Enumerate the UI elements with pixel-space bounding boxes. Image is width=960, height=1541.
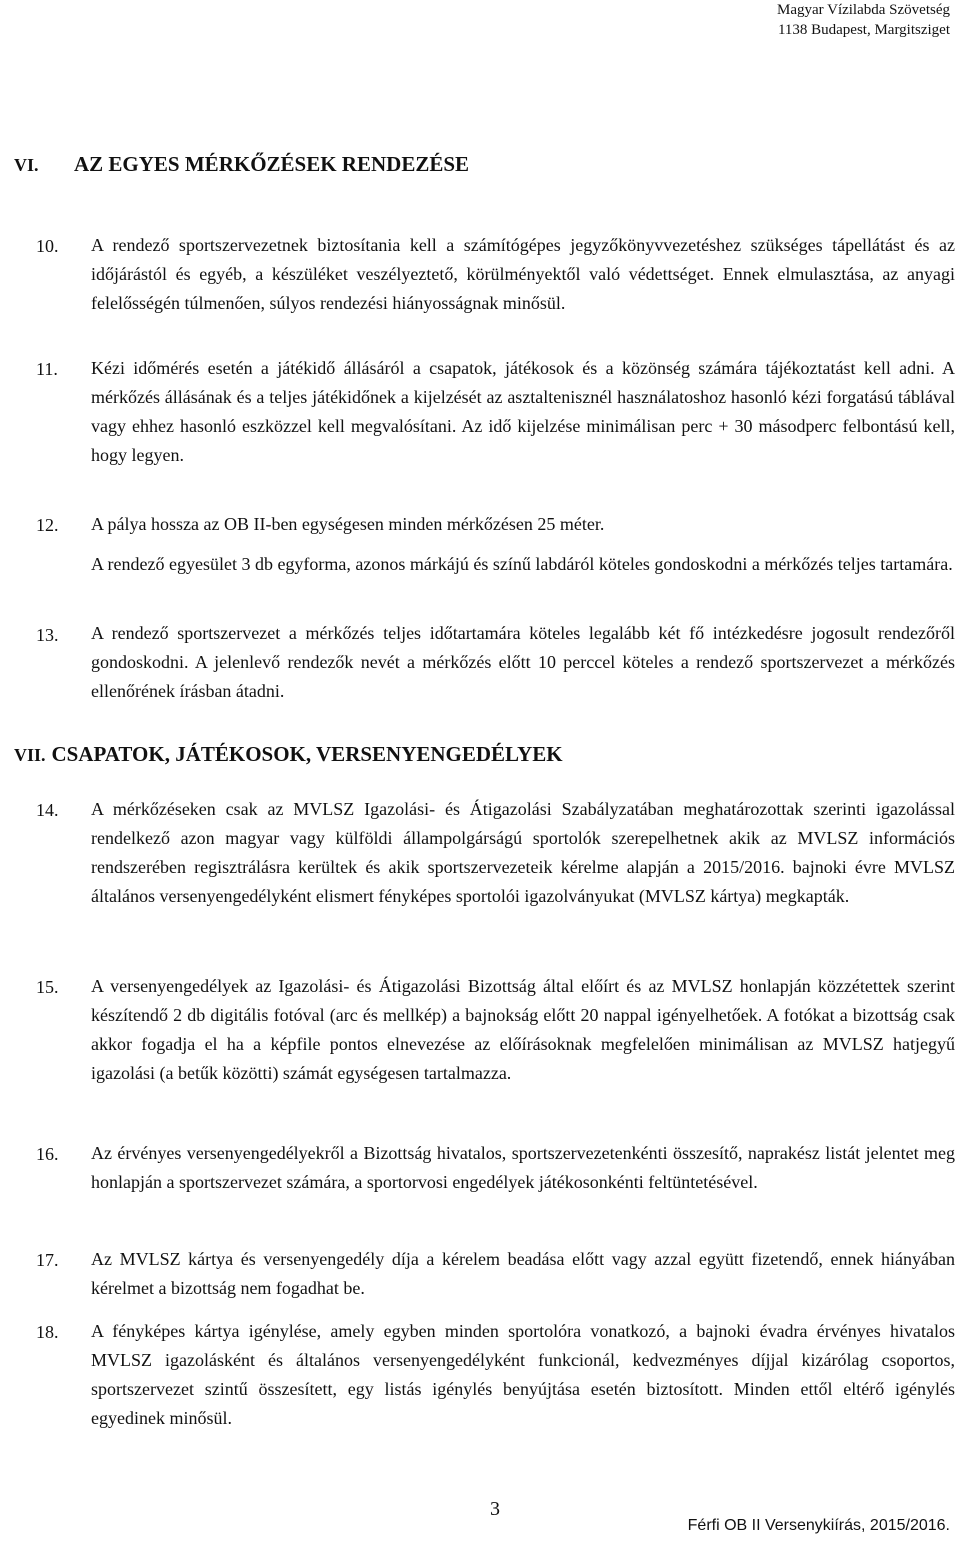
paragraph-item-11: Kézi időmérés esetén a játékidő állásáról a csapatok, játékosok és a közönség számára tájékoztatást kell adni. A mérkőzés állásának és a teljes játékidőnek a kijelzését az asztaltenisznél használatoshoz hasonló kézi forgatású táblával vagy ehhez hasonló eszközzel kell megvalósítani. Az idő kijelzése minimálisan perc + 30 másodperc felbontású kell, hogy legyen. [91,358,955,465]
section-title: AZ EGYES MÉRKŐZÉSEK RENDEZÉSE [74,152,470,176]
footer-doc-title: Férfi OB II Versenykiírás, 2015/2016. [687,1517,950,1534]
item-number: 16. [36,1144,59,1164]
section-heading-vi [14,152,469,177]
page-number: 3 [490,1498,500,1520]
item-number: 11. [36,359,58,379]
paragraph-item-15: A versenyengedélyek az Igazolási- és Átigazolási Bizottság által előírt és az MVLSZ honlapján közzétettek szerint készítendő 2 db digitális fotóval (arc és mellkép) a bajnokság előtt 20 nappal igényelhetőek. A fotókat a bizottság csak akkor fogadja el ha a képfile pontos elnevezése az előírásoknak megfelelően minimálisan az MVLSZ hatjegyű igazolási (a betűk közötti) számát egységesen tartalmazza. [91,976,955,1083]
paragraph-item-18: A fényképes kártya igénylése, amely egyben minden sportolóra vonatkozó, a bajnoki évadra érvényes hivatalos MVLSZ igazolásként és általános versenyengedélyként funkcionál, kedvezményes díjjal kizárólag csoportos, sportszervezet szintű összesített, egy listás igénylés benyújtása esetén biztosított. Minden ettől eltérő igénylés egyedinek minősül. [91,1321,955,1428]
paragraph-item-12: A pálya hossza az OB II-ben egységesen minden mérkőzésen 25 méter. [91,514,605,534]
section-number: VI. [14,155,39,175]
paragraph-item-17: Az MVLSZ kártya és versenyengedély díja a kérelem beadása előtt vagy azzal együtt fizetendő, ennek hiányában kérelmet a bizottság nem fogadhat be. [91,1249,955,1298]
item-number: 13. [36,625,59,645]
item-number: 14. [36,800,59,820]
paragraph-item-14: A mérkőzéseken csak az MVLSZ Igazolási- és Átigazolási Szabályzatában meghatározottak szerinti igazolással rendelkező azon magyar vagy külföldi állampolgárságú sportolók szerepelhetnek akik az MVLSZ információs rendszerében regisztrálásra kerültek és akik sportszervezeteik kérelme alapján a 2015/2016. bajnoki évre MVLSZ általános versenyengedélyként elismert fényképes sportolói igazolványukat (MVLSZ kártya) megkapták. [91,799,955,906]
section-heading-vii [14,742,563,767]
item-number: 12. [36,515,59,535]
section-title: CSAPATOK, JÁTÉKOSOK, VERSENYENGEDÉLYEK [51,742,563,766]
paragraph-item-13: A rendező sportszervezet a mérkőzés teljes időtartamára köteles legalább két fő intézkedésre jogosult rendezőről gondoskodni. A jelenlevő rendezők nevét a mérkőzés előtt 10 perccel köteles a rendező sportszervezet a mérkőzés ellenőrének írásban átadni. [91,623,955,701]
header-address: 1138 Budapest, Margitsziget [777,22,950,38]
item-number: 17. [36,1250,59,1270]
item-number: 10. [36,236,59,256]
item-number: 15. [36,977,59,997]
paragraph-item-12-cont: A rendező egyesület 3 db egyforma, azonos márkájú és színű labdáról köteles gondoskodni a mérkőzés teljes tartamára. [91,554,953,574]
header-org: Magyar Vízilabda Szövetség [776,2,950,18]
paragraph-item-10: A rendező sportszervezetnek biztosítania kell a számítógépes jegyzőkönyvvezetéshez szükséges tápellátást és az időjárástól és egyéb, a készüléket veszélyeztető, körülményektől való védettséget. Ennek elmulasztása, az anyagi felelősségén túlmenően, súlyos rendezési hiányosságnak minősül. [91,235,955,313]
paragraph-item-16: Az érvényes versenyengedélyekről a Bizottság hivatalos, sportszervezetenkénti összesítő, naprakész listát jelentet meg honlapján a sportszervezet számára, a sportorvosi engedélyek játékosonkénti feltüntetésével. [91,1143,955,1192]
item-number: 18. [36,1322,59,1342]
section-number: VII. [14,745,46,765]
